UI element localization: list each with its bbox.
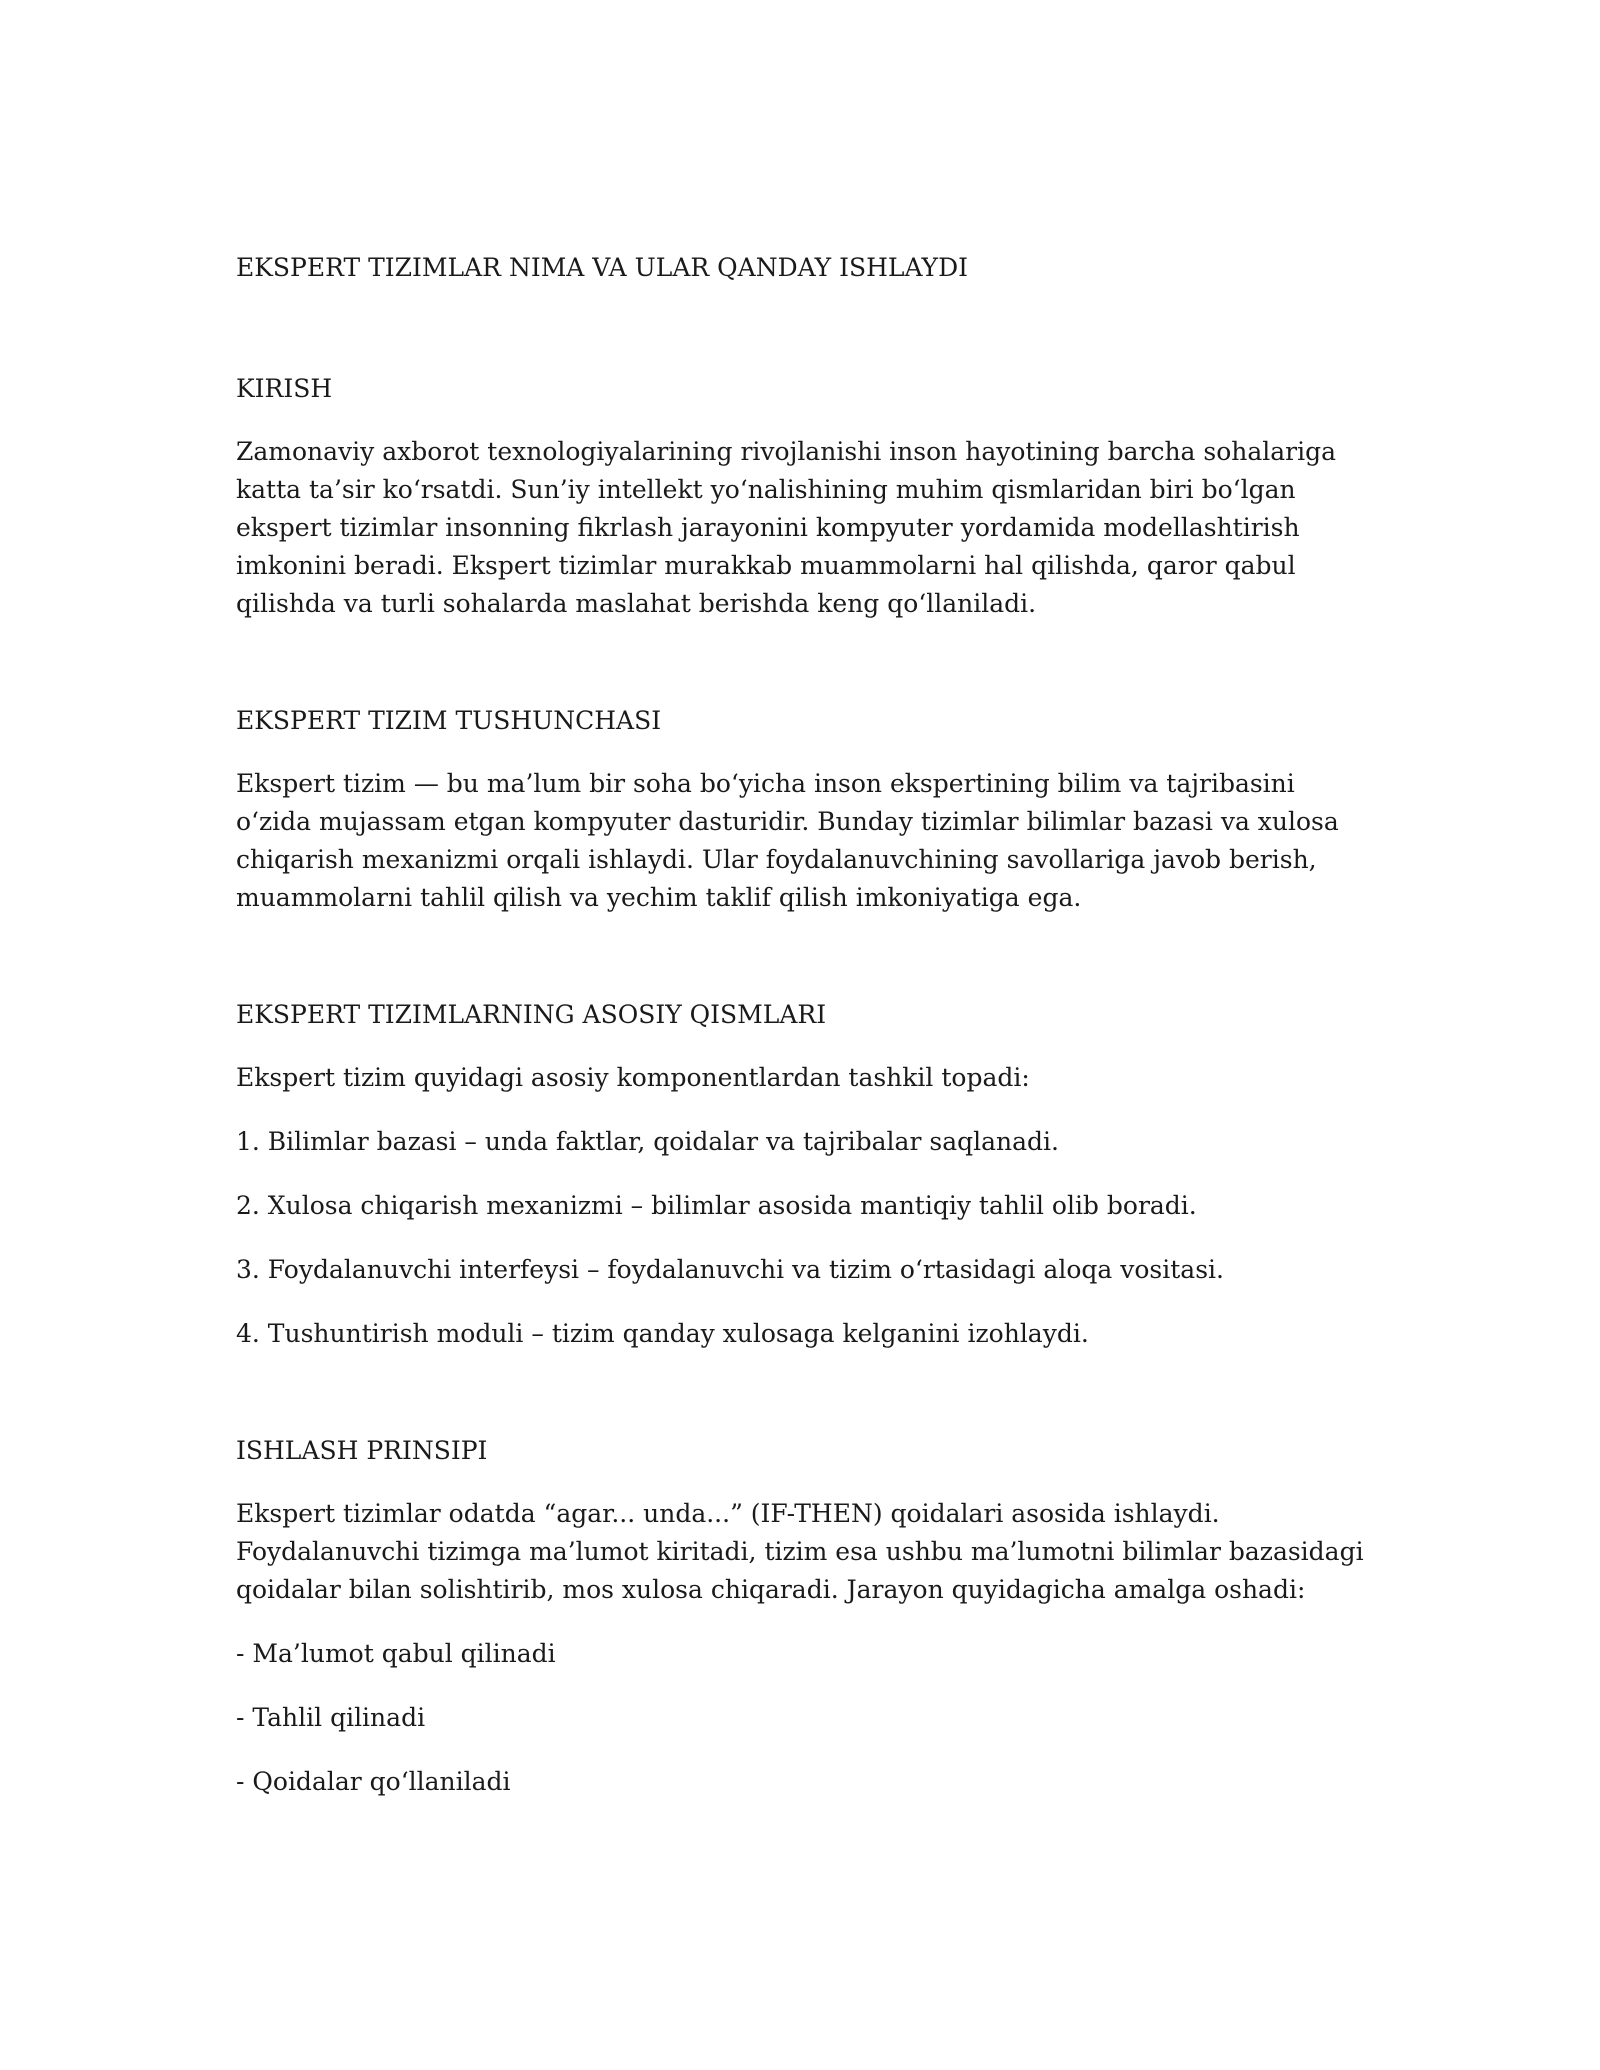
components-list-item: 2. Xulosa chiqarish mexanizmi – bilimlar asosida mantiqiy tahlil olib boradi. [236,1191,1197,1220]
components-list-item: 4. Tushuntirish moduli – tizim qanday xulosaga kelganini izohlaydi. [236,1319,1089,1348]
components-list-item: 1. Bilimlar bazasi – unda faktlar, qoidalar va tajribalar saqlanadi. [236,1127,1059,1156]
document-title: EKSPERT TIZIMLAR NIMA VA ULAR QANDAY ISHLAYDI [236,253,968,282]
components-list-item: 3. Foydalanuvchi interfeysi – foydalanuvchi va tizim o‘rtasidagi aloqa vositasi. [236,1255,1224,1284]
section-heading-components: EKSPERT TIZIMLARNING ASOSIY QISMLARI [236,1000,827,1029]
principle-step: - Ma’lumot qabul qilinadi [236,1639,556,1668]
section-intro [236,369,1376,623]
principle-step: - Qoidalar qo‘llaniladi [236,1767,511,1796]
components-intro: Ekspert tizim quyidagi asosiy komponentlardan tashkil topadi: [236,1063,1030,1092]
section-heading-principle: ISHLASH PRINSIPI [236,1436,488,1465]
principle-step: - Tahlil qilinadi [236,1703,426,1732]
concept-paragraph: Ekspert tizim — bu ma’lum bir soha bo‘yicha inson ekspertining bilim va tajribasini o‘zida mujassam etgan kompyuter dasturidir. Bunday tizimlar bilimlar bazasi va xulosa chiqarish mexanizmi orqali ishlaydi. Ular foydalanuvchining savollariga javob berish, muammolarni tahlil qilish va yechim taklif qilish imkoniyatiga ega. [236,769,1339,912]
intro-paragraph: Zamonaviy axborot texnologiyalarining rivojlanishi inson hayotining barcha sohalariga katta ta’sir ko‘rsatdi. Sun’iy intellekt yo‘nalishining muhim qismlaridan biri bo‘lgan ekspert tizimlar insonning fikrlash jarayonini kompyuter yordamida modellashtirish imkonini beradi. Ekspert tizimlar murakkab muammolarni hal qilishda, qaror qabul qilishda va turli sohalarda maslahat berishda keng qo‘llaniladi. [236,437,1337,618]
document-page [236,248,1376,1879]
section-heading-intro: KIRISH [236,374,333,403]
section-heading-concept: EKSPERT TIZIM TUSHUNCHASI [236,706,662,735]
principle-paragraph: Ekspert tizimlar odatda “agar... unda...” (IF-THEN) qoidalari asosida ishlaydi. Foydalanuvchi tizimga ma’lumot kiritadi, tizim esa ushbu ma’lumotni bilimlar bazasidagi qoidalar bilan solishtirib, mos xulosa chiqaradi. Jarayon quyidagicha amalga oshadi: [236,1499,1364,1604]
section-components [236,995,1376,1353]
section-principle [236,1431,1376,1801]
section-concept [236,701,1376,917]
